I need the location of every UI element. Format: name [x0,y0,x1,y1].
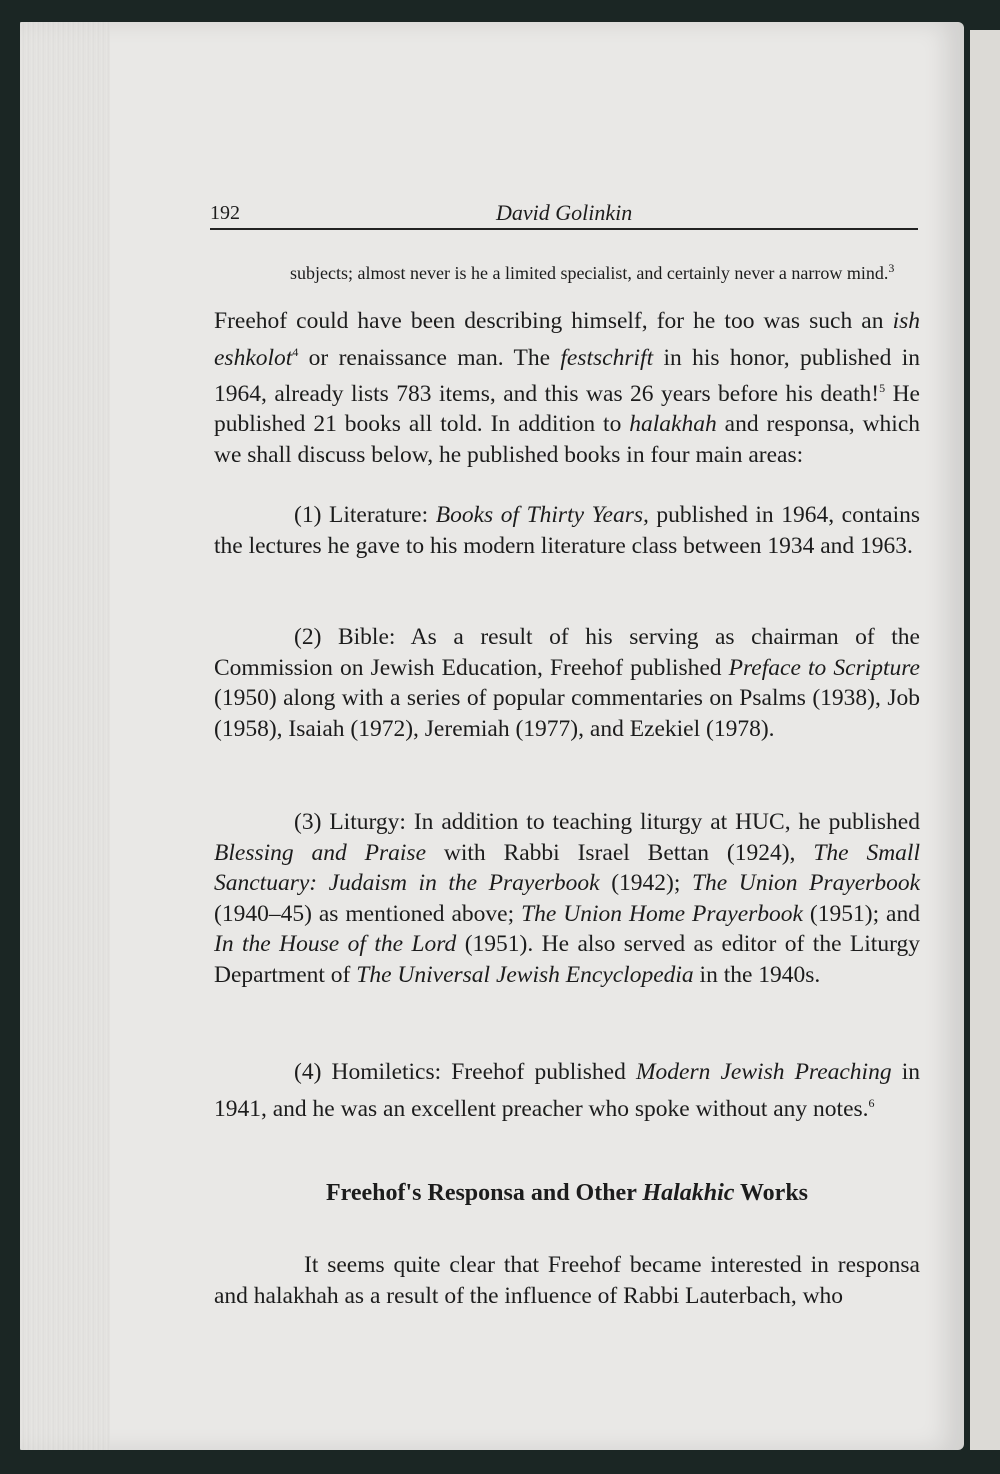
text-run: with Rabbi Israel Bettan (1924), [426,839,814,866]
paragraph-liturgy [214,807,920,990]
text-run: (1942); [599,870,692,896]
page-edges [20,22,110,1450]
paragraph-literature [214,500,920,561]
running-title: David Golinkin [496,200,633,225]
section-heading [214,1180,920,1207]
heading-text: Works [734,1180,809,1206]
text-run: in the 1940s. [693,961,821,988]
text-run: in 1941, and he was an excellent preacher who spoke without any notes. [214,1059,920,1122]
book-title: The Union Home Prayerbook [521,900,803,927]
italic-term: halakhah [629,411,717,438]
text-run: (1951). He also served as editor of the Liturgy Department of [214,931,920,988]
book-title: Modern Jewish Preaching [635,1059,892,1085]
facing-page-edge [970,30,1000,1450]
text-run: in his honor, published in 1964, already lists 783 items, and this was 26 years before his death! [214,344,920,407]
page-number: 192 [210,202,240,224]
book-title: Books of Thirty Years, [435,502,649,528]
book-title: Preface to Scripture [728,654,920,681]
text-run: (3) Liturgy: In addition to teaching liturgy at HUC, he published [294,809,920,835]
text-run: (1951); and [802,900,920,927]
page-header [210,198,918,230]
text-run: and responsa, which we shall discuss below, he published books in four main areas: [214,411,921,468]
paragraph-intro [214,306,920,470]
text-run: or renaissance man. The [298,344,561,371]
paragraph-bible [214,622,920,744]
text-run: (2) Bible: As a result of his serving as chairman of the Commission on Jewish Education, Freehof published [214,624,920,681]
footnote-ref: 6 [868,1095,875,1110]
text-run: It seems quite clear that Freehof became interested in responsa and halakhah as a result of the influence of Rabbi Lauterbach, who [214,1252,920,1309]
text-run: (1950) along with a series of popular commentaries on Psalms (1938), Job (1958), Isaiah (1972), Jeremiah (1977), and Ezekiel (1978). [214,685,920,742]
quote-text: subjects; almost never is he a limited specialist, and certainly never a narrow mind. [290,263,889,283]
block-quote [290,253,920,288]
book-title: Blessing and Praise [214,839,427,866]
text-run: published in 1964, contains the lectures he gave to his modern literature class between 1934 and 1963. [214,502,920,559]
heading-italic: Halakhic [642,1180,735,1206]
book-title: The Universal Jewish Encyclopedia [356,961,694,988]
text-run: He published 21 books all told. In addition to [214,380,920,438]
footnote-ref: 4 [292,344,299,359]
italic-term: ish eshkolot [214,308,920,371]
text-run: (4) Homiletics: Freehof published [294,1059,636,1085]
heading-text: Freehof's Responsa and Other [325,1180,643,1206]
paragraph-homiletics [214,1057,920,1124]
paragraph-closing [214,1250,920,1311]
footnote-ref: 3 [888,261,895,275]
book-title: The Small Sanctuary: Judaism in the Prayerbook [214,839,920,896]
text-run: (1) Literature: [294,502,436,528]
footnote-ref: 5 [879,380,886,395]
book-title: The Union Prayerbook [691,870,920,896]
text-run: Freehof could have been describing himself, for he too was such an [214,308,893,334]
italic-term: festschrift [560,344,654,371]
book-title: In the House of the Lord [214,931,457,957]
text-run: (1940–45) as mentioned above; [214,900,522,927]
